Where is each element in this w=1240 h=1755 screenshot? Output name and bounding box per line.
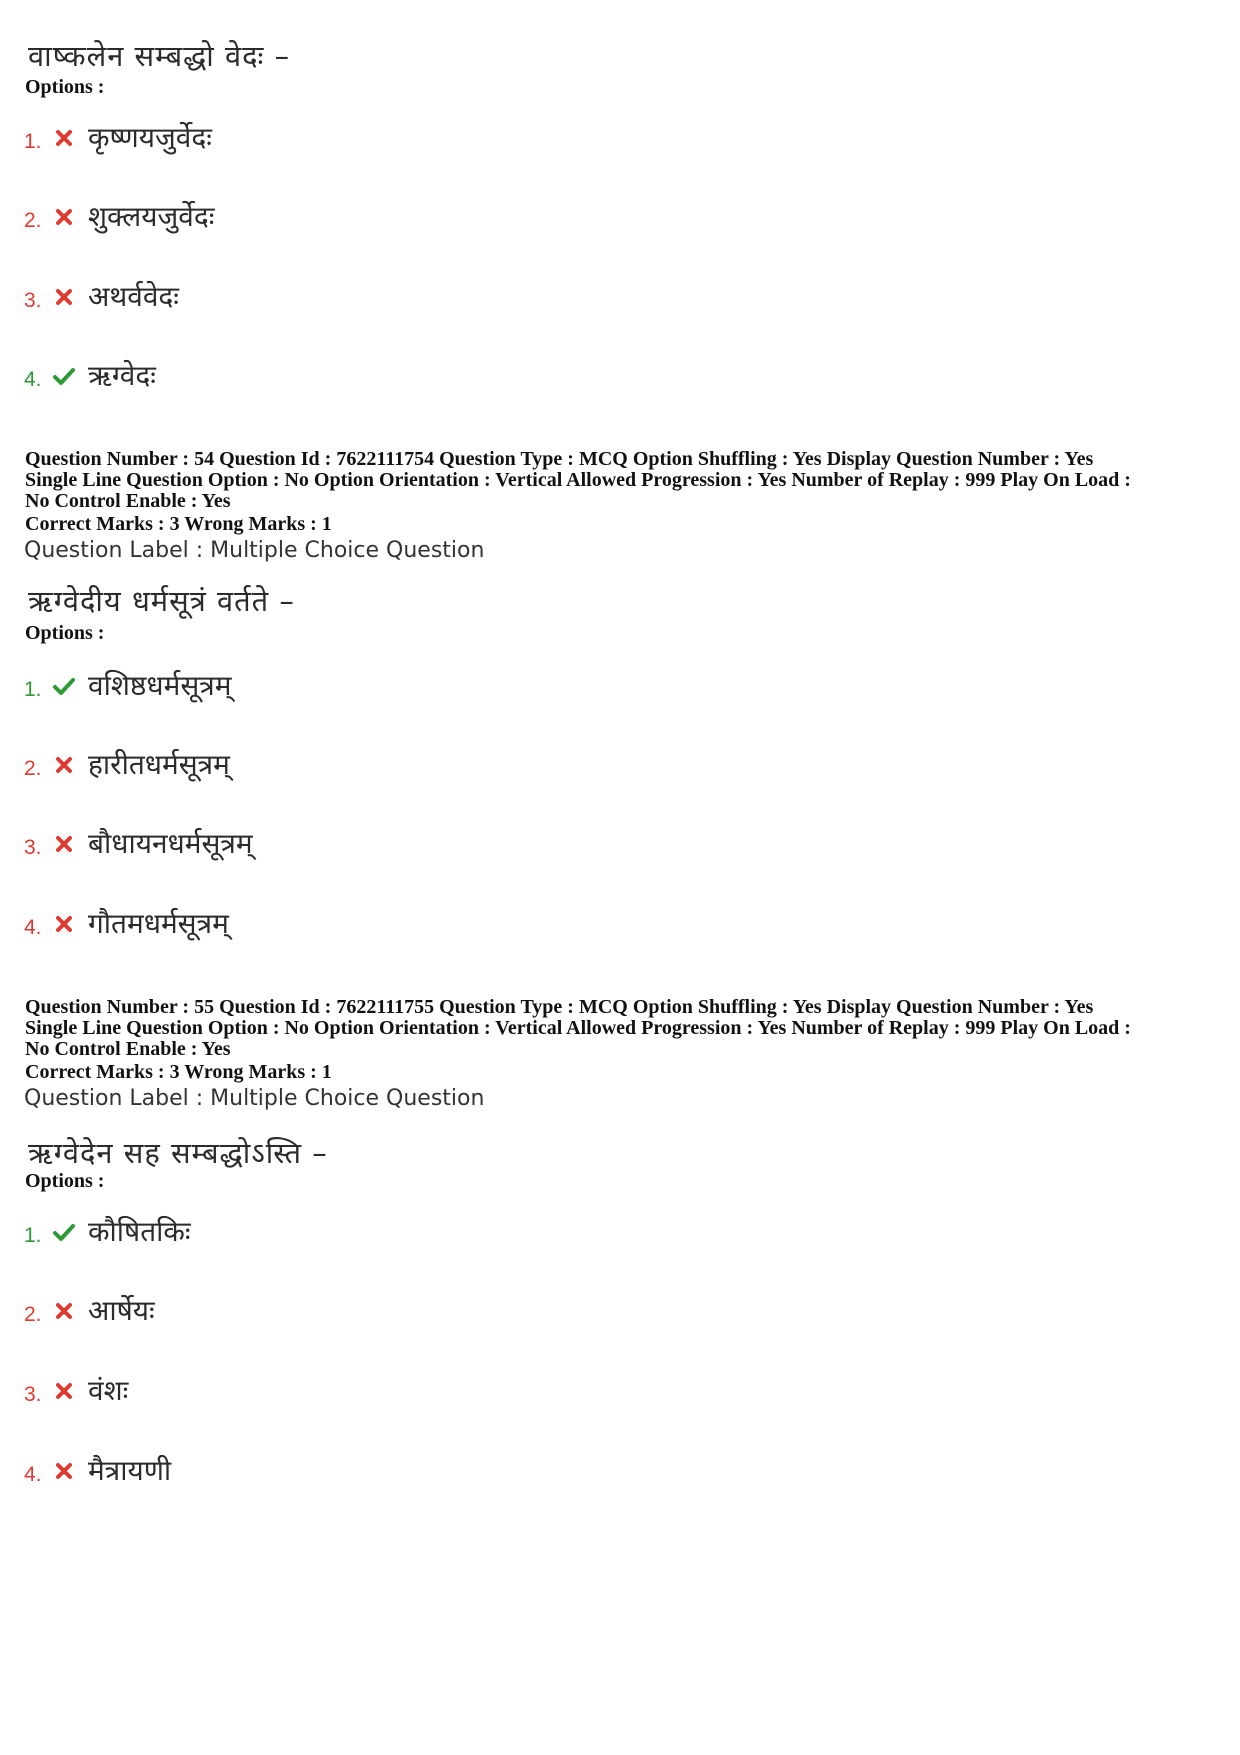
meta-line: Question Number : 55 Question Id : 7622111755 Question Type : MCQ Option Shuffling : Yes Display Question Number : Yes — [25, 996, 1094, 1018]
option-item — [0, 904, 700, 944]
option-number: 4. — [24, 368, 42, 391]
option-item — [0, 356, 700, 396]
question-stem: ऋग्वेदेन सह सम्बद्धोऽस्ति – — [28, 1136, 328, 1170]
question-meta — [25, 997, 1220, 1060]
option-item — [0, 745, 700, 785]
option-text: शुक्लयजुर्वेदः — [88, 200, 215, 233]
option-text: हारीतधर्मसूत्रम् — [88, 748, 230, 781]
check-icon — [52, 1220, 76, 1244]
option-text: आर्षेयः — [88, 1294, 155, 1327]
option-item — [0, 1212, 700, 1252]
meta-line: No Control Enable : Yes — [25, 490, 231, 512]
options-label: Options : — [25, 1170, 105, 1192]
option-item — [0, 1371, 700, 1411]
question-stem: ऋग्वेदीय धर्मसूत्रं वर्तते – — [28, 584, 295, 618]
meta-line: No Control Enable : Yes — [25, 1038, 231, 1060]
question-meta — [25, 449, 1220, 512]
question-label: Question Label : Multiple Choice Question — [24, 1086, 485, 1111]
marks-line: Correct Marks : 3 Wrong Marks : 1 — [25, 1061, 332, 1083]
option-number: 1. — [24, 1224, 42, 1247]
question-stem: वाष्कलेन सम्बद्धो वेदः – — [28, 39, 291, 73]
option-text: गौतमधर्मसूत्रम् — [88, 907, 229, 940]
cross-icon — [52, 912, 76, 936]
option-number: 3. — [24, 289, 42, 312]
cross-icon — [52, 1459, 76, 1483]
option-item — [0, 1451, 700, 1491]
check-icon — [52, 364, 76, 388]
option-item — [0, 197, 700, 237]
cross-icon — [52, 285, 76, 309]
options-label: Options : — [25, 622, 105, 644]
cross-icon — [52, 753, 76, 777]
option-item — [0, 118, 700, 158]
cross-icon — [52, 1379, 76, 1403]
cross-icon — [52, 1299, 76, 1323]
option-text: ऋग्वेदः — [88, 359, 156, 392]
option-number: 4. — [24, 916, 42, 939]
option-text: वशिष्ठधर्मसूत्रम् — [88, 669, 232, 702]
option-item — [0, 666, 700, 706]
cross-icon — [52, 205, 76, 229]
option-item — [0, 277, 700, 317]
options-label: Options : — [25, 76, 105, 98]
option-text: अथर्ववेदः — [88, 280, 179, 313]
option-text: कौषितकिः — [88, 1215, 191, 1248]
cross-icon — [52, 126, 76, 150]
option-number: 1. — [24, 678, 42, 701]
option-number: 2. — [24, 757, 42, 780]
option-number: 4. — [24, 1463, 42, 1486]
meta-line: Single Line Question Option : No Option Orientation : Vertical Allowed Progression : Yes Number of Replay : 999 Play On Load : — [25, 1017, 1131, 1039]
option-number: 3. — [24, 836, 42, 859]
meta-line: Question Number : 54 Question Id : 7622111754 Question Type : MCQ Option Shuffling : Yes Display Question Number : Yes — [25, 448, 1094, 470]
option-number: 1. — [24, 130, 42, 153]
option-item — [0, 1291, 700, 1331]
option-text: कृष्णयजुर्वेदः — [88, 121, 212, 154]
option-text: बौधायनधर्मसूत्रम् — [88, 827, 253, 860]
option-item — [0, 824, 700, 864]
check-icon — [52, 674, 76, 698]
option-number: 2. — [24, 209, 42, 232]
marks-line: Correct Marks : 3 Wrong Marks : 1 — [25, 513, 332, 535]
cross-icon — [52, 832, 76, 856]
meta-line: Single Line Question Option : No Option Orientation : Vertical Allowed Progression : Yes Number of Replay : 999 Play On Load : — [25, 469, 1131, 491]
question-label: Question Label : Multiple Choice Question — [24, 538, 485, 563]
option-number: 3. — [24, 1383, 42, 1406]
option-number: 2. — [24, 1303, 42, 1326]
option-text: मैत्रायणी — [88, 1454, 172, 1487]
option-text: वंशः — [88, 1374, 129, 1407]
